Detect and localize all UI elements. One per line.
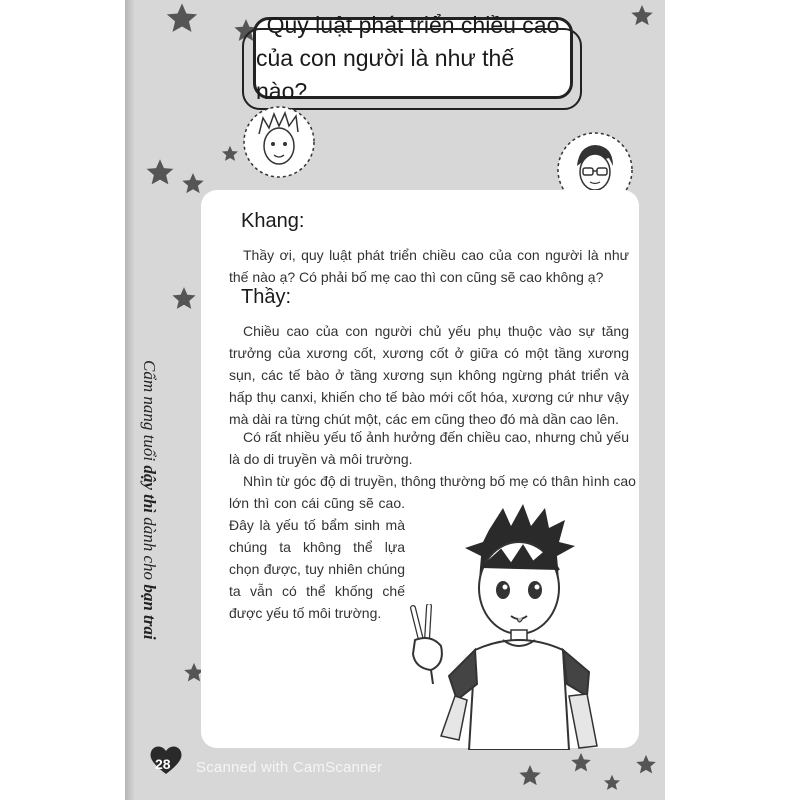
star-icon: [518, 764, 542, 788]
khang-question: Thầy ơi, quy luật phát triển chiều cao của con người là như thế nào ạ? Có phải bố mẹ cao thì con cũng sẽ cao không ạ?: [229, 247, 629, 285]
book-title-part-2: dậy thì: [140, 465, 159, 514]
star-icon: [145, 158, 175, 188]
star-icon: [630, 4, 654, 28]
teacher-paragraph-3-line-1: Nhìn từ góc độ di truyền, thông thường bố mẹ có thân hình cao: [243, 473, 636, 489]
star-icon: [603, 774, 621, 792]
speaker-khang-label: Khang:: [241, 210, 305, 232]
star-icon: [181, 172, 205, 196]
book-title-vertical: [139, 360, 159, 645]
victory-hand: [401, 604, 461, 689]
scanner-watermark: Scanned with CamScanner: [196, 759, 383, 776]
page-title: [256, 11, 570, 104]
khang-portrait: [241, 104, 317, 185]
teacher-paragraph-1: Chiều cao của con người chủ yếu phụ thuộc vào sự tăng trưởng của xương cốt, xương cốt ở giữa có một tầng xương sụn, các tế bào ở tầng xương sụn không ngừng phát triển và hấp thụ canxi, khiến cho tế bào mới cốt hóa, xương cứ như vậy mà dài ra từng chút một, các em cũng theo đó mà dần cao lên.: [229, 323, 629, 427]
book-page: [125, 0, 665, 800]
book-title-part-1: Cẩm nang tuổi: [140, 360, 159, 466]
book-title-part-4: bạn trai: [140, 584, 159, 640]
dialogue-card: [201, 190, 639, 748]
page-number: 28: [155, 756, 171, 772]
teacher-paragraph-3-rest: lớn thì con cái cũng sẽ cao. Đây là yếu tố bẩm sinh mà chúng ta không thể lựa chọn được, tuy nhiên chúng ta vẫn có thể khống chế được yếu tố môi trường.: [229, 495, 405, 621]
book-title-part-3: dành cho: [140, 513, 159, 585]
title-box: [253, 11, 573, 104]
star-icon: [171, 286, 197, 312]
star-icon: [221, 145, 239, 163]
star-icon: [570, 752, 592, 774]
speaker-teacher-label: Thầy:: [241, 286, 292, 308]
title-line-2: của con người là như thế nào?: [256, 44, 515, 104]
title-line-1: Quy luật phát triển chiều cao: [266, 11, 560, 38]
star-icon: [165, 2, 199, 36]
star-icon: [635, 754, 657, 776]
page-edge-shadow: [125, 0, 135, 800]
teacher-paragraph-2: Có rất nhiều yếu tố ảnh hưởng đến chiều cao, nhưng chủ yếu là do di truyền và môi trường.: [229, 429, 629, 467]
